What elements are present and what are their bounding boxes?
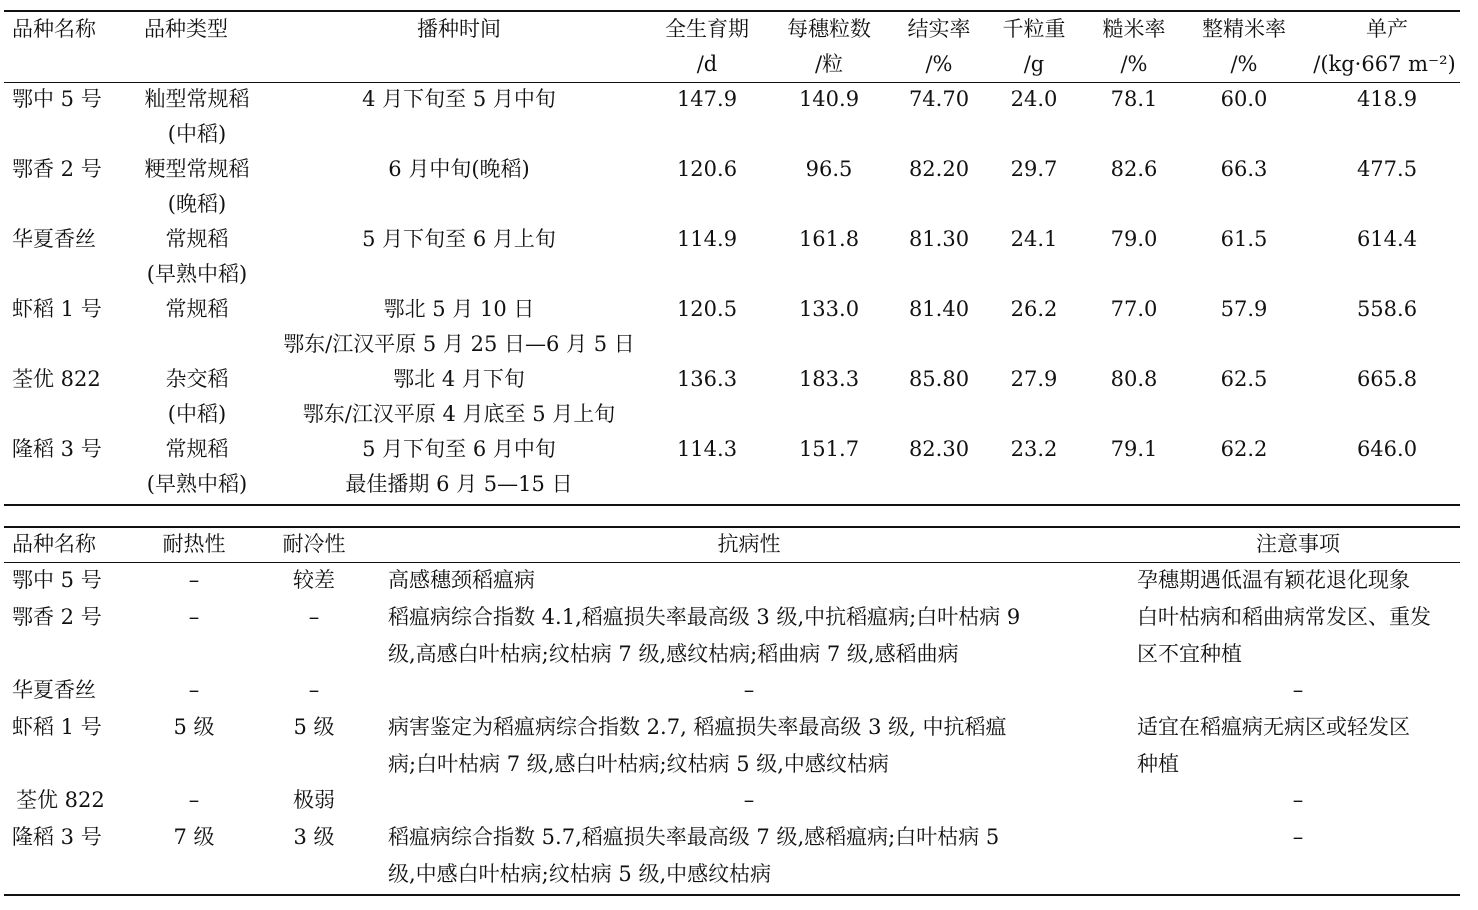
header-notes: 注意事项 [1256,532,1340,556]
cell-variety-subtype: (晚稻) [167,192,227,216]
cell-brown-rice: 79.1 [1110,437,1158,461]
cell-1000-grain-weight: 23.2 [1010,437,1058,461]
cell-cold-tolerance: 3 级 [293,825,335,849]
header-brown-rice: 糙米率 [1102,17,1166,41]
cell-growth-period: 120.6 [676,157,738,181]
cell-grains: 161.8 [798,227,860,251]
cell-cold-tolerance: 5 级 [293,715,335,739]
cell-notes: – [1292,825,1304,849]
cell-seed-set: 82.30 [908,437,970,461]
header-variety-name: 品种名称 [12,532,96,556]
cell-seed-set: 81.30 [908,227,970,251]
cell-variety-type: 粳型常规稻 [144,157,250,181]
cell-notes-2: 区不宜种植 [1137,642,1242,666]
bottom-rule [4,894,1460,896]
cell-variety-name: 鄂香 2 号 [12,157,102,181]
cell-brown-rice: 78.1 [1110,87,1158,111]
cell-yield: 418.9 [1356,87,1418,111]
cell-yield: 614.4 [1356,227,1418,251]
cell-1000-grain-weight: 29.7 [1010,157,1058,181]
header-head-rice-unit: /% [1230,52,1258,76]
header-heat-tolerance: 耐热性 [162,532,226,556]
cell-brown-rice: 79.0 [1110,227,1158,251]
header-head-rice: 整精米率 [1202,17,1286,41]
cell-variety-type: 籼型常规稻 [144,87,250,111]
header-growth-unit: /d [696,52,718,76]
cell-heat-tolerance: – [188,788,200,812]
cell-variety-name: 华夏香丝 [12,678,96,702]
header-disease-resistance: 抗病性 [717,532,781,556]
cell-yield: 665.8 [1356,367,1418,391]
header-cold-tolerance: 耐冷性 [282,532,346,556]
cell-cold-tolerance: 较差 [293,568,335,592]
cell-grains: 151.7 [798,437,860,461]
cell-sowing-time-2: 鄂东/江汉平原 4 月底至 5 月上旬 [302,402,616,426]
cell-sowing-time: 5 月下旬至 6 月上旬 [362,227,556,251]
cell-sowing-time: 4 月下旬至 5 月中旬 [362,87,556,111]
cell-yield: 477.5 [1356,157,1418,181]
header-seed-set-unit: /% [925,52,953,76]
cell-variety-type: 常规稻 [165,437,229,461]
cell-sowing-time: 鄂北 5 月 10 日 [383,297,535,321]
cell-heat-tolerance: – [188,568,200,592]
cell-head-rice: 60.0 [1220,87,1268,111]
cell-head-rice: 57.9 [1220,297,1268,321]
cell-variety-subtype: (中稻) [167,122,227,146]
cell-seed-set: 74.70 [908,87,970,111]
header-grains-unit: /粒 [814,52,844,76]
cell-disease-resistance: 稻瘟病综合指数 5.7,稻瘟损失率最高级 7 级,感稻瘟病;白叶枯病 5 [388,825,1000,849]
cell-variety-type: 杂交稻 [165,367,229,391]
header-variety-name: 品种名称 [12,17,96,41]
cell-variety-name: 虾稻 1 号 [12,715,102,739]
cell-seed-set: 82.20 [908,157,970,181]
cell-variety-subtype: (早熟中稻) [146,472,248,496]
cell-head-rice: 62.2 [1220,437,1268,461]
cell-notes: – [1292,788,1304,812]
cell-heat-tolerance: 7 级 [173,825,215,849]
cell-notes: 孕穗期遇低温有颖花退化现象 [1137,568,1410,592]
cell-heat-tolerance: – [188,678,200,702]
cell-notes: – [1292,678,1304,702]
cell-variety-subtype: (早熟中稻) [146,262,248,286]
cell-brown-rice: 82.6 [1110,157,1158,181]
header-grains-per-panicle: 每穗粒数 [787,17,871,41]
cell-grains: 183.3 [798,367,860,391]
cell-variety-name: 鄂中 5 号 [12,87,102,111]
cell-sowing-time-2: 鄂东/江汉平原 5 月 25 日—6 月 5 日 [283,332,635,356]
cell-brown-rice: 80.8 [1110,367,1158,391]
cell-head-rice: 62.5 [1220,367,1268,391]
cell-disease-resistance-2: 级,中感白叶枯病;纹枯病 5 级,中感纹枯病 [388,862,772,886]
cell-variety-name: 虾稻 1 号 [12,297,102,321]
cell-sowing-time: 5 月下旬至 6 月中旬 [362,437,556,461]
cell-disease-resistance-2: 病;白叶枯病 7 级,感白叶枯病;纹枯病 5 级,中感纹枯病 [388,752,889,776]
cell-notes-2: 种植 [1137,752,1179,776]
cell-growth-period: 147.9 [676,87,738,111]
cell-variety-name: 鄂香 2 号 [12,605,102,629]
cell-variety-type: 常规稻 [165,297,229,321]
cell-head-rice: 61.5 [1220,227,1268,251]
cell-variety-name: 荃优 822 [16,788,105,812]
header-seed-set: 结实率 [907,17,971,41]
header-brown-rice-unit: /% [1120,52,1148,76]
cell-growth-period: 136.3 [676,367,738,391]
cell-sowing-time: 6 月中旬(晚稻) [388,157,530,181]
header-yield: 单产 [1366,17,1408,41]
cell-disease-resistance-2: 级,高感白叶枯病;纹枯病 7 级,感纹枯病;稻曲病 7 级,感稻曲病 [388,642,959,666]
cell-variety-name: 华夏香丝 [12,227,96,251]
cell-variety-name: 隆稻 3 号 [12,437,102,461]
cell-disease-resistance: 高感穗颈稻瘟病 [388,568,535,592]
cell-sowing-time: 鄂北 4 月下旬 [393,367,525,391]
cell-yield: 558.6 [1356,297,1418,321]
header-sowing-time: 播种时间 [417,17,501,41]
cell-variety-type: 常规稻 [165,227,229,251]
cell-brown-rice: 77.0 [1110,297,1158,321]
cell-heat-tolerance: 5 级 [173,715,215,739]
cell-seed-set: 81.40 [908,297,970,321]
cell-disease-resistance: – [743,678,755,702]
cell-disease-resistance: – [743,788,755,812]
header-yield-unit: /(kg·667 m⁻²) [1313,52,1456,76]
header-1000-grain-weight: 千粒重 [1002,17,1066,41]
cell-grains: 133.0 [798,297,860,321]
cell-1000-grain-weight: 26.2 [1010,297,1058,321]
header-growth-period: 全生育期 [665,17,749,41]
cell-notes: 适宜在稻瘟病无病区或轻发区 [1137,715,1410,739]
cell-growth-period: 120.5 [676,297,738,321]
cell-notes: 白叶枯病和稻曲病常发区、重发 [1137,605,1431,629]
cell-yield: 646.0 [1356,437,1418,461]
cell-growth-period: 114.3 [676,437,738,461]
cell-disease-resistance: 病害鉴定为稻瘟病综合指数 2.7, 稻瘟损失率最高级 3 级, 中抗稻瘟 [388,715,1007,739]
cell-1000-grain-weight: 24.0 [1010,87,1058,111]
cell-grains: 140.9 [798,87,860,111]
table-resistance [4,0,1460,910]
cell-cold-tolerance: 极弱 [293,788,335,812]
header-1000-grain-unit: /g [1023,52,1045,76]
cell-1000-grain-weight: 24.1 [1010,227,1058,251]
cell-variety-name: 荃优 822 [12,367,101,391]
cell-sowing-time-2: 最佳播期 6 月 5—15 日 [345,472,573,496]
cell-disease-resistance: 稻瘟病综合指数 4.1,稻瘟损失率最高级 3 级,中抗稻瘟病;白叶枯病 9 [388,605,1021,629]
cell-variety-name: 隆稻 3 号 [12,825,102,849]
cell-cold-tolerance: – [308,605,320,629]
cell-head-rice: 66.3 [1220,157,1268,181]
cell-1000-grain-weight: 27.9 [1010,367,1058,391]
cell-heat-tolerance: – [188,605,200,629]
cell-growth-period: 114.9 [676,227,738,251]
header-variety-type: 品种类型 [144,17,228,41]
cell-variety-subtype: (中稻) [167,402,227,426]
cell-seed-set: 85.80 [908,367,970,391]
cell-grains: 96.5 [805,157,853,181]
cell-variety-name: 鄂中 5 号 [12,568,102,592]
cell-cold-tolerance: – [308,678,320,702]
